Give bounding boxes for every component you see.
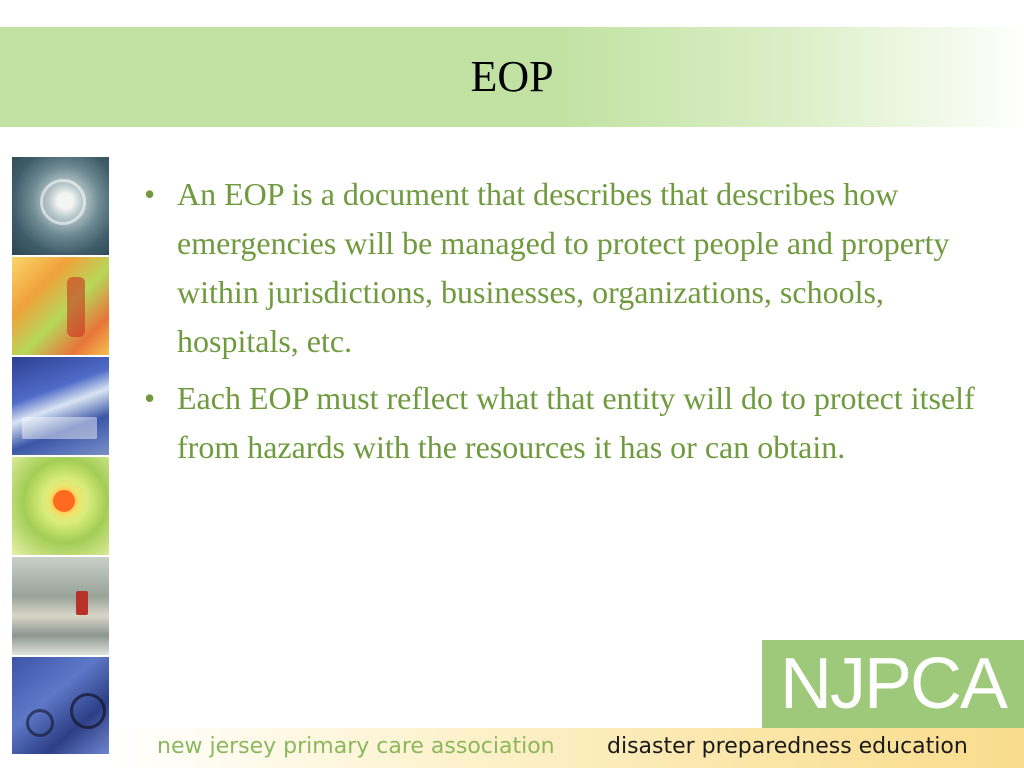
flood-image (12, 557, 109, 655)
hurricane-image (12, 157, 109, 255)
njpca-logo: NJPCA (779, 644, 1007, 724)
hospital-image (12, 357, 109, 455)
bullet-text: An EOP is a document that describes that describes how emergencies will be managed to protect people and property within jurisdictions, businesses, organizations, schools, hospitals, etc. (177, 176, 950, 359)
bullet-marker: • (144, 380, 156, 416)
bullet-item (140, 170, 980, 366)
footer-organization: new jersey primary care association (157, 734, 555, 759)
slide-title: EOP (470, 52, 554, 101)
footer-program: disaster preparedness education (607, 734, 968, 759)
bullet-item (140, 374, 980, 472)
bullet-list (140, 170, 980, 480)
bullet-text: Each EOP must reflect what that entity will do to protect itself from hazards with the resources it has or can obtain. (177, 380, 975, 465)
radiation-image (12, 457, 109, 555)
bullet-marker: • (144, 176, 156, 212)
biohazard-image (12, 657, 109, 754)
chemistry-image (12, 257, 109, 355)
photo-strip (12, 157, 109, 754)
